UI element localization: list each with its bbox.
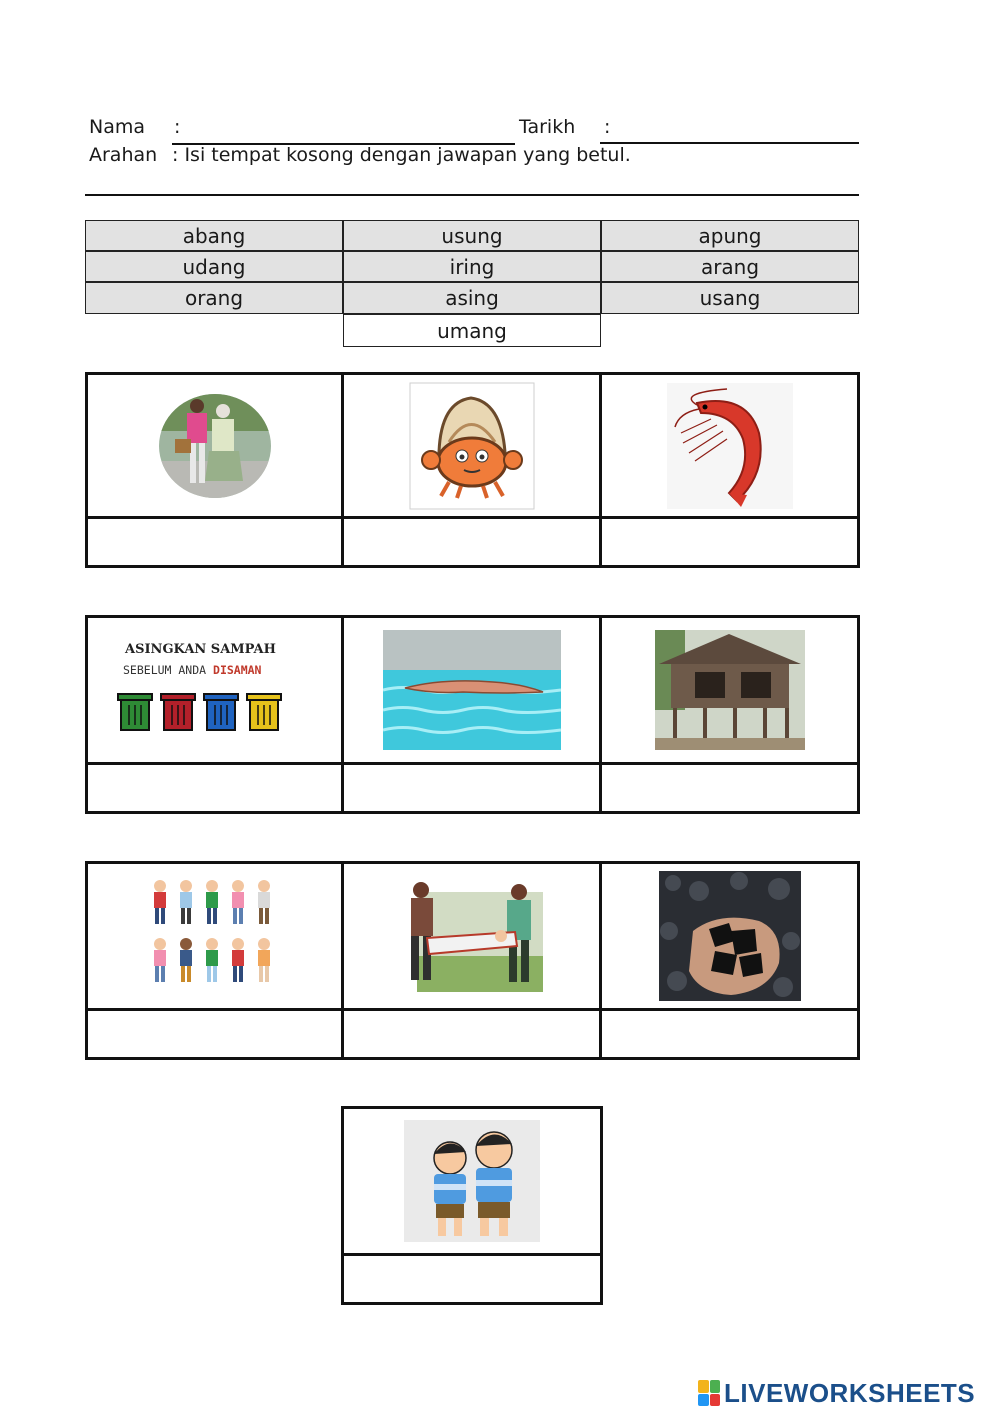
- word-bank-cell: usang: [601, 282, 859, 314]
- old-wooden-house-image: [655, 630, 805, 750]
- carrying-stretcher-image: [397, 876, 547, 996]
- picture-cell: [599, 615, 860, 765]
- picture-cell: [599, 372, 860, 519]
- shrimp-image: [667, 383, 793, 509]
- hermit-crab-image: [409, 382, 535, 510]
- answer-box[interactable]: [599, 1008, 860, 1060]
- answer-box[interactable]: [341, 1008, 603, 1060]
- answer-box[interactable]: [341, 1253, 603, 1305]
- answer-box[interactable]: [341, 762, 603, 814]
- word-bank-cell: orang: [85, 282, 343, 314]
- logo-badge-icon: [698, 1380, 720, 1406]
- instruction-text: : Isi tempat kosong dengan jawapan yang betul.: [172, 144, 631, 166]
- answer-box[interactable]: [85, 762, 344, 814]
- answer-box[interactable]: [599, 516, 860, 568]
- logo-text: LIVEWORKSHEETS: [724, 1377, 976, 1408]
- group-of-people-image: [150, 878, 280, 994]
- picture-cell: [85, 615, 344, 765]
- date-colon: :: [604, 116, 611, 138]
- word-bank-cell: umang: [343, 314, 601, 347]
- word-bank-cell: apung: [601, 220, 859, 251]
- picture-cell: [341, 1106, 603, 1256]
- word-bank-cell: udang: [85, 251, 343, 282]
- separate-rubbish-bins-image: [116, 690, 286, 732]
- charcoal-in-hand-image: [659, 871, 801, 1001]
- name-colon: :: [174, 116, 181, 138]
- header-divider: [85, 194, 859, 196]
- instruction-label: Arahan: [89, 144, 158, 166]
- grandmother-walking-escort-image: [157, 391, 273, 501]
- word-bank-cell: asing: [343, 282, 601, 314]
- picture-cell: [341, 861, 603, 1011]
- sign-title: ASINGKAN SAMPAH: [125, 642, 276, 657]
- picture-cell: [85, 372, 344, 519]
- picture-cell: [85, 861, 344, 1011]
- date-field-line[interactable]: [600, 142, 859, 144]
- name-label: Nama: [89, 116, 146, 138]
- picture-cell: [599, 861, 860, 1011]
- floating-crocodile-image: [383, 630, 561, 750]
- word-bank-cell: usung: [343, 220, 601, 251]
- liveworksheets-logo: [698, 1378, 975, 1408]
- sign-subtitle-red: DISAMAN: [213, 663, 262, 677]
- sign-subtitle: [123, 663, 261, 677]
- brothers-image: [404, 1120, 540, 1242]
- sign-subtitle-text: SEBELUM ANDA: [123, 663, 214, 677]
- answer-box[interactable]: [85, 1008, 344, 1060]
- word-bank-cell: arang: [601, 251, 859, 282]
- answer-box[interactable]: [599, 762, 860, 814]
- word-bank-cell: abang: [85, 220, 343, 251]
- picture-cell: [341, 372, 603, 519]
- picture-cell: [341, 615, 603, 765]
- date-label: Tarikh: [519, 116, 576, 138]
- word-bank-cell: iring: [343, 251, 601, 282]
- answer-box[interactable]: [341, 516, 603, 568]
- answer-box[interactable]: [85, 516, 344, 568]
